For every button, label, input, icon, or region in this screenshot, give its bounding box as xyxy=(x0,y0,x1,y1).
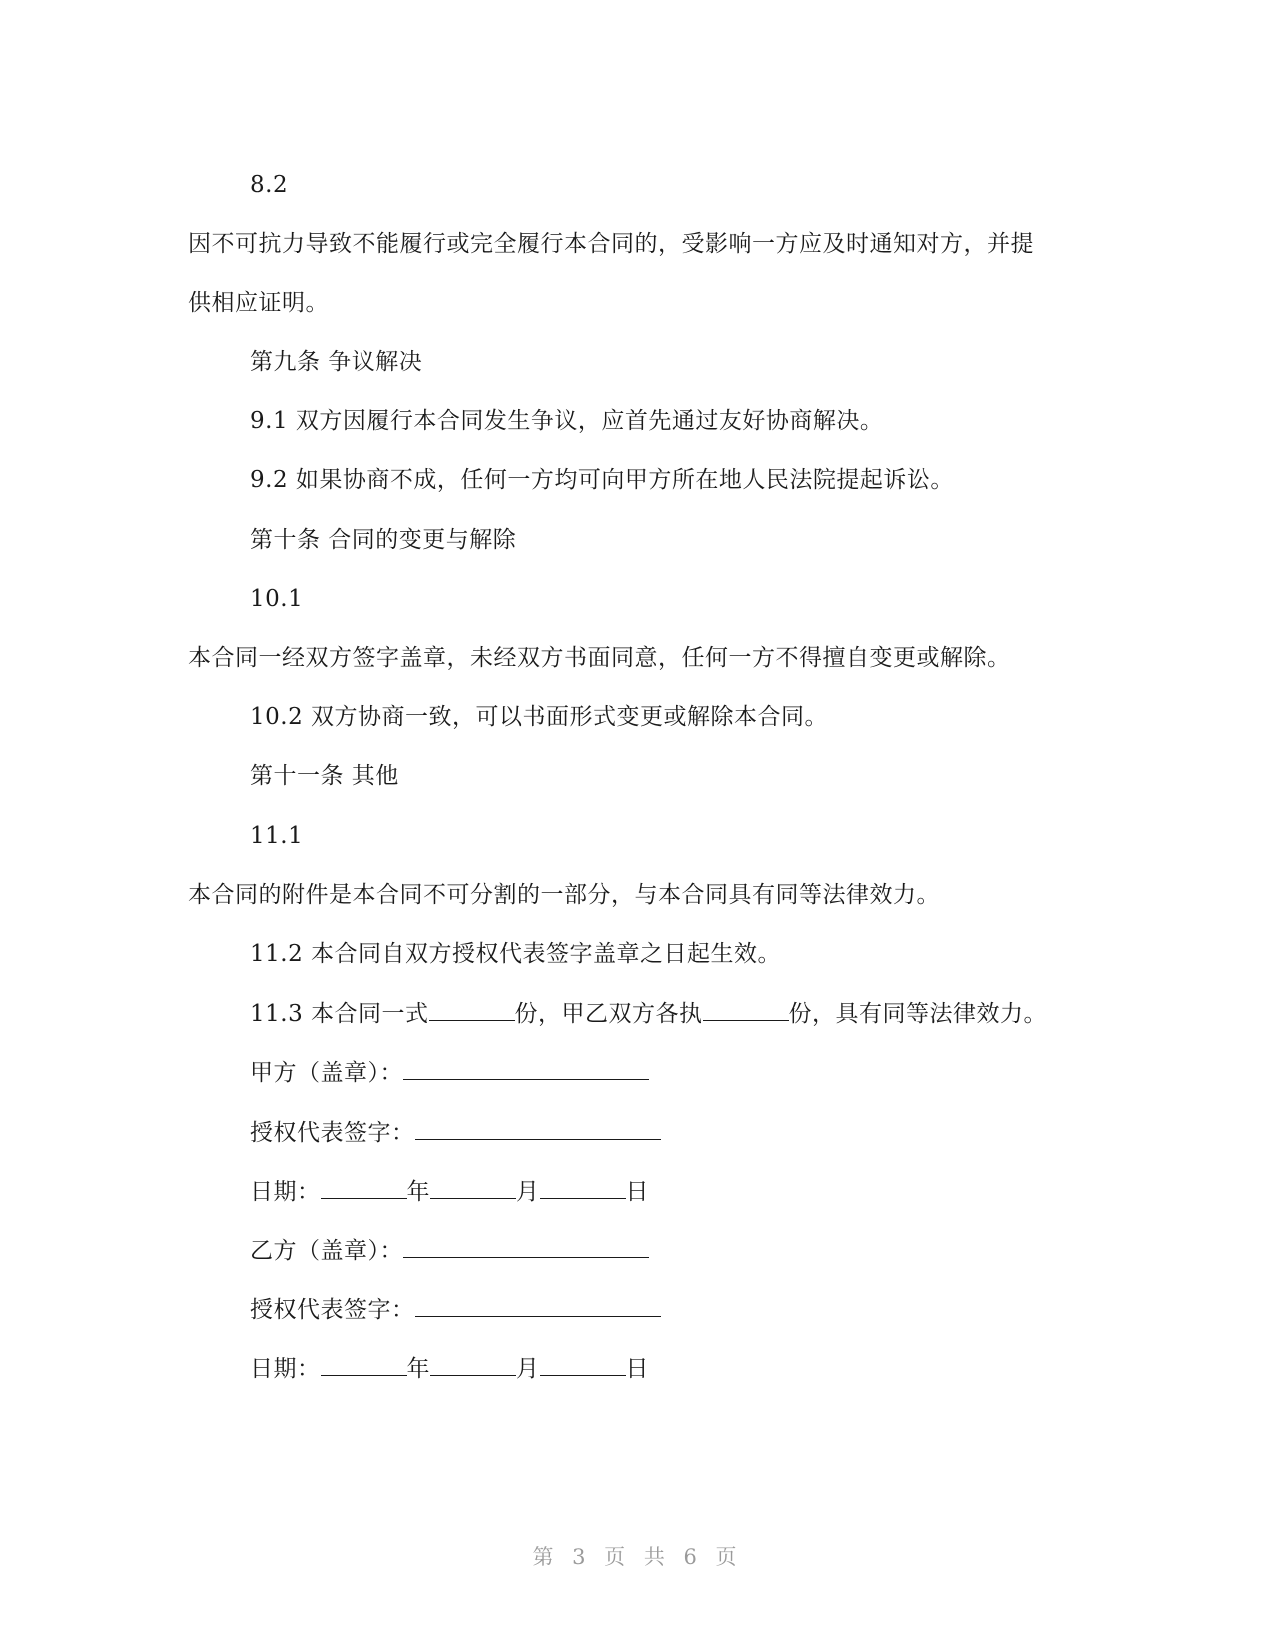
clause-number: 10.1 xyxy=(250,586,304,612)
copies-clause xyxy=(250,998,1047,1029)
party-b-year-blank[interactable] xyxy=(321,1353,407,1376)
copies-total-blank[interactable] xyxy=(429,998,515,1021)
party-a-seal-label: 甲方（盖章）： xyxy=(250,1060,403,1086)
clause-number: 11.1 xyxy=(250,823,304,849)
party-a-month-blank[interactable] xyxy=(430,1176,516,1199)
party-a-year-blank[interactable] xyxy=(321,1176,407,1199)
month-label: 月 xyxy=(516,1179,540,1205)
party-a-day-blank[interactable] xyxy=(540,1176,626,1199)
clause-text: 11.2 本合同自双方授权代表签字盖章之日起生效。 xyxy=(250,941,782,967)
day-label: 日 xyxy=(625,1179,649,1205)
party-b-date-line xyxy=(250,1353,649,1384)
party-a-date-label: 日期： xyxy=(250,1179,321,1205)
party-b-rep-blank[interactable] xyxy=(415,1294,661,1317)
party-b-rep-label: 授权代表签字： xyxy=(250,1297,415,1323)
party-a-seal-blank[interactable] xyxy=(403,1057,649,1080)
clause-number: 8.2 xyxy=(250,172,289,198)
party-b-seal-label: 乙方（盖章）： xyxy=(250,1238,403,1264)
copies-middle: 份，甲乙双方各执 xyxy=(514,1001,703,1027)
party-b-seal-blank[interactable] xyxy=(403,1235,649,1258)
party-b-day-blank[interactable] xyxy=(540,1353,626,1376)
clause-text: 9.1 双方因履行本合同发生争议，应首先通过友好协商解决。 xyxy=(250,408,884,434)
clause-text: 10.2 双方协商一致，可以书面形式变更或解除本合同。 xyxy=(250,704,829,730)
year-label: 年 xyxy=(406,1179,430,1205)
copies-suffix: 份，具有同等法律效力。 xyxy=(788,1001,1048,1027)
day-label: 日 xyxy=(625,1356,649,1382)
page-number-footer: 第 3 页 共 6 页 xyxy=(532,1545,743,1569)
clause-text: 因不可抗力导致不能履行或完全履行本合同的，受影响一方应及时通知对方，并提 xyxy=(188,231,1034,257)
clause-text: 供相应证明。 xyxy=(188,290,329,316)
party-a-rep-label: 授权代表签字： xyxy=(250,1120,415,1146)
year-label: 年 xyxy=(406,1356,430,1382)
party-a-seal-line xyxy=(250,1057,649,1088)
party-a-date-line xyxy=(250,1176,649,1207)
clause-text: 本合同一经双方签字盖章，未经双方书面同意，任何一方不得擅自变更或解除。 xyxy=(188,645,1011,671)
party-a-rep-blank[interactable] xyxy=(415,1117,661,1140)
party-b-rep-line xyxy=(250,1294,661,1325)
clause-text: 本合同的附件是本合同不可分割的一部分，与本合同具有同等法律效力。 xyxy=(188,882,940,908)
party-b-date-label: 日期： xyxy=(250,1356,321,1382)
copies-each-blank[interactable] xyxy=(703,998,789,1021)
section-heading: 第十条 合同的变更与解除 xyxy=(250,527,517,553)
month-label: 月 xyxy=(516,1356,540,1382)
clause-text: 9.2 如果协商不成，任何一方均可向甲方所在地人民法院提起诉讼。 xyxy=(250,467,954,493)
party-a-rep-line xyxy=(250,1117,661,1148)
section-heading: 第十一条 其他 xyxy=(250,763,399,789)
party-b-seal-line xyxy=(250,1235,649,1266)
section-heading: 第九条 争议解决 xyxy=(250,349,423,375)
party-b-month-blank[interactable] xyxy=(430,1353,516,1376)
copies-prefix: 11.3 本合同一式 xyxy=(250,1001,429,1027)
